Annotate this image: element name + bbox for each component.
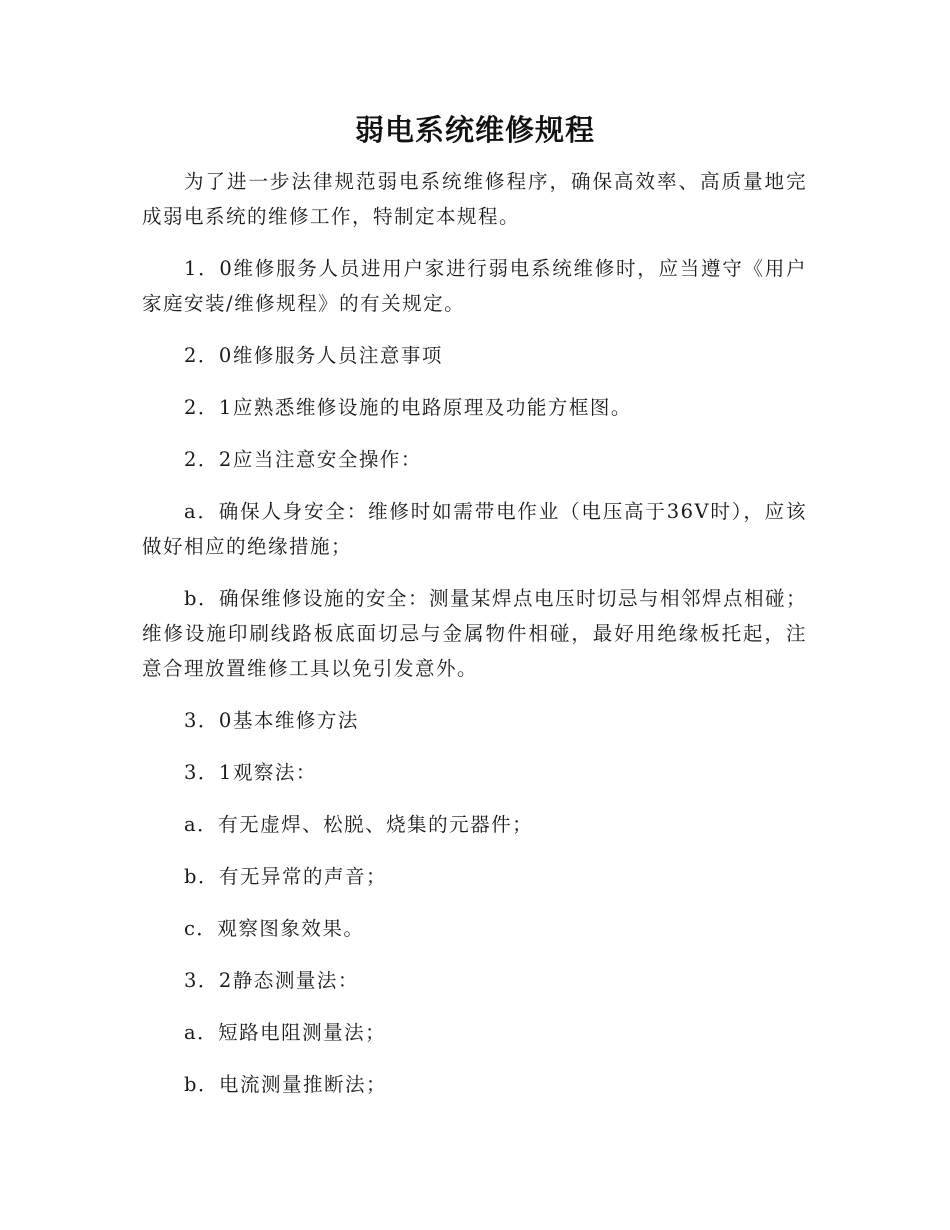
paragraph-3-2-a: a．短路电阻测量法； (184, 1021, 387, 1044)
paragraph-3-2: 3．2静态测量法： (184, 969, 359, 992)
document-body (142, 164, 807, 1102)
paragraph-3-0: 3．0基本维修方法 (184, 709, 359, 732)
paragraph-3-1: 3．1观察法： (184, 761, 317, 784)
paragraph-2-2-a: a．确保人身安全：维修时如需带电作业（电压高于36V时），应该做好相应的绝缘措施； (142, 500, 807, 558)
paragraph-intro: 为了进一步法律规范弱电系统维修程序，确保高效率、高质量地完成弱电系统的维修工作，特制定本规程。 (142, 170, 807, 228)
paragraph-2-2-b: b．确保维修设施的安全：测量某焊点电压时切忌与相邻焊点相碰；维修设施印刷线路板底面切忌与金属物件相碰，最好用绝缘板托起，注意合理放置维修工具以免引发意外。 (142, 587, 807, 680)
paragraph-3-2-b: b．电流测量推断法； (184, 1073, 387, 1096)
paragraph-2-2: 2．2应当注意安全操作： (184, 448, 422, 471)
document-title: 弱电系统维修规程 (354, 113, 595, 147)
paragraph-3-1-c: c．观察图象效果。 (184, 917, 365, 940)
paragraph-2-0: 2．0维修服务人员注意事项 (184, 344, 443, 367)
paragraph-3-1-a: a．有无虚焊、松脱、烧集的元器件； (184, 813, 534, 836)
paragraph-2-1: 2．1应熟悉维修设施的电路原理及功能方框图。 (184, 396, 632, 419)
paragraph-1-0: 1．0维修服务人员进用户家进行弱电系统维修时，应当遵守《用户家庭安装/维修规程》的有关规定。 (142, 257, 807, 315)
paragraph-3-1-b: b．有无异常的声音； (184, 865, 387, 888)
